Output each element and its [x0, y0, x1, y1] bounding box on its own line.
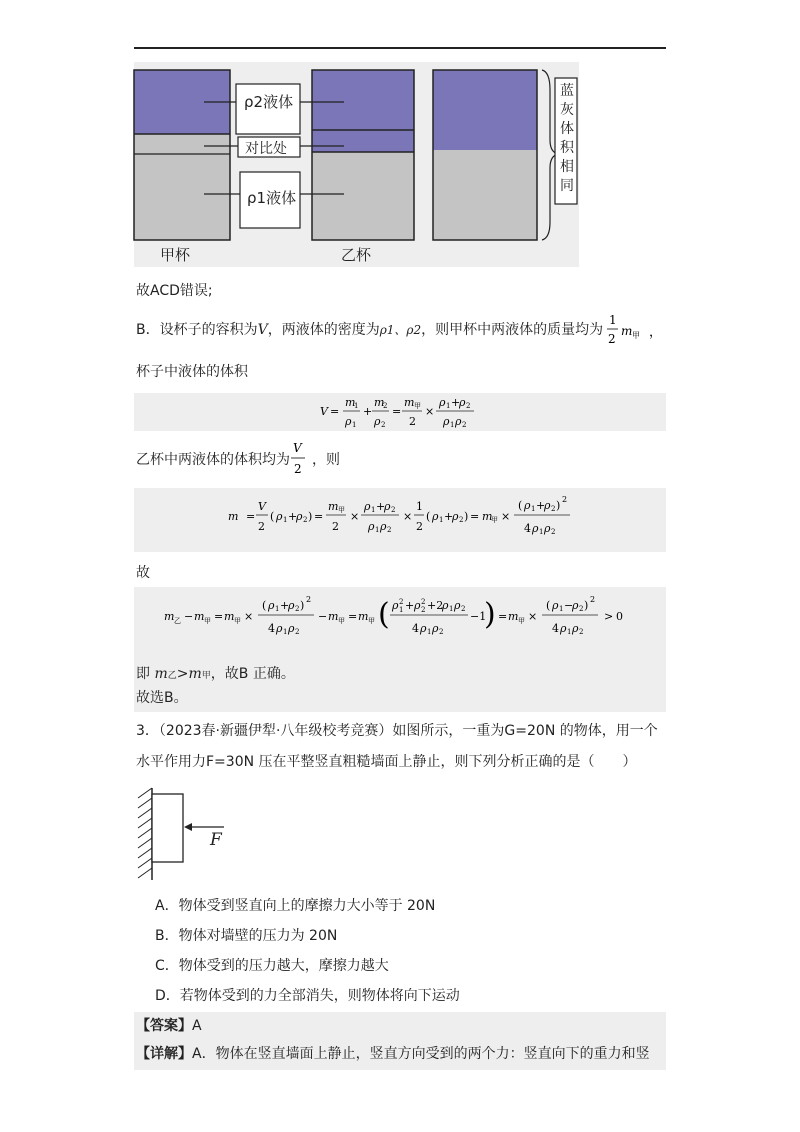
svg-text:0: 0 — [616, 610, 623, 623]
svg-text:ρ: ρ — [455, 415, 462, 428]
formula-v — [318, 392, 488, 432]
svg-text:ρ: ρ — [439, 396, 446, 409]
svg-text:ρ: ρ — [572, 622, 579, 635]
svg-text:m: m — [404, 396, 415, 409]
svg-text:m: m — [374, 396, 385, 409]
svg-text:ρ: ρ — [296, 510, 303, 523]
svg-text:×: × — [501, 510, 511, 523]
cup-jia-gray — [134, 134, 230, 240]
label-rho2-liquid: ρ2液体 — [244, 93, 294, 111]
svg-text:乙: 乙 — [174, 617, 181, 625]
svg-text:×: × — [528, 610, 538, 623]
svg-text:甲: 甲 — [338, 617, 345, 625]
svg-text:ρ: ρ — [452, 510, 459, 523]
svg-text:1: 1 — [371, 506, 376, 514]
svg-text:2: 2 — [579, 628, 584, 636]
cup-third-blue — [433, 70, 537, 150]
svg-text:): ) — [300, 599, 305, 612]
svg-text:1: 1 — [275, 605, 280, 613]
svg-text:ρ: ρ — [459, 396, 466, 409]
svg-text:(: ( — [426, 510, 431, 523]
svg-text:ρ: ρ — [544, 499, 551, 512]
svg-text:2: 2 — [439, 628, 444, 636]
svg-text:2: 2 — [551, 528, 556, 536]
svg-text:+: + — [288, 510, 298, 523]
svg-text:1: 1 — [352, 421, 357, 429]
svg-text:甲: 甲 — [632, 331, 640, 340]
svg-text:2: 2 — [461, 605, 466, 613]
svg-text:1: 1 — [559, 605, 564, 613]
svg-text:2: 2 — [608, 332, 616, 346]
svg-text:ρ: ρ — [380, 520, 387, 533]
choose-b-line: 故选B。 — [136, 690, 188, 706]
svg-text:V: V — [320, 405, 328, 418]
svg-text:2: 2 — [303, 516, 308, 524]
svg-text:×: × — [403, 510, 413, 523]
svg-text:2: 2 — [462, 421, 467, 429]
svg-text:): ) — [584, 599, 589, 612]
svg-text:m: m — [345, 396, 356, 409]
gu-line: 故 — [136, 565, 150, 581]
svg-text:=: = — [392, 405, 402, 418]
svg-text:×: × — [350, 510, 360, 523]
svg-text:V: V — [293, 441, 302, 455]
svg-text:=: = — [498, 610, 508, 623]
svg-text:1: 1 — [399, 606, 404, 614]
svg-text:(: ( — [378, 597, 390, 632]
svg-text:ρ: ρ — [442, 599, 449, 612]
svg-text:ρ: ρ — [345, 415, 352, 428]
q3-stem-line1: 3．（2023春·新疆伊犁·八年级校考竞赛）如图所示，一重为G=20N 的物体，用一个 — [136, 723, 658, 739]
svg-text:甲: 甲 — [414, 402, 421, 410]
svg-text:=: = — [470, 510, 480, 523]
svg-text:甲: 甲 — [491, 516, 498, 524]
svg-text:V: V — [258, 500, 266, 513]
b-setup-line: B．设杯子的容积为V，两液体的密度为ρ1、ρ2，则甲杯中两液体的质量均为 — [136, 322, 604, 338]
cup-yi-blue — [312, 70, 414, 152]
svg-text:m: m — [508, 610, 519, 623]
block — [152, 794, 183, 862]
svg-text:m: m — [194, 610, 205, 623]
svg-text:ρ: ρ — [532, 522, 539, 535]
option-a: A．物体受到竖直向上的摩擦力大小等于 20N — [155, 898, 436, 914]
svg-text:1: 1 — [375, 526, 380, 534]
svg-text:×: × — [244, 610, 254, 623]
label-compare-point: 对比处 — [245, 141, 287, 157]
svg-text:2: 2 — [295, 628, 300, 636]
svg-text:2: 2 — [579, 605, 584, 613]
svg-text:>: > — [604, 610, 614, 623]
svg-text:=: = — [330, 405, 340, 418]
svg-text:1: 1 — [283, 628, 288, 636]
svg-text:1: 1 — [446, 402, 451, 410]
svg-text:ρ: ρ — [560, 622, 567, 635]
svg-text:−1: −1 — [470, 610, 487, 623]
cups-figure — [134, 62, 579, 267]
acd-wrong-line: 故ACD错误; — [136, 283, 213, 299]
svg-text:2: 2 — [421, 598, 426, 606]
svg-text:2: 2 — [421, 606, 426, 614]
svg-text:1: 1 — [531, 505, 536, 513]
svg-text:−: − — [318, 610, 328, 623]
svg-text:2: 2 — [294, 462, 302, 476]
svg-text:+: + — [376, 500, 386, 513]
svg-text:+: + — [451, 396, 461, 409]
svg-text:2: 2 — [381, 421, 386, 429]
force-label-f: F — [210, 830, 222, 850]
svg-text:=: = — [214, 610, 224, 623]
svg-text:2: 2 — [332, 520, 339, 533]
half-m-fraction — [605, 312, 663, 350]
svg-text:m: m — [358, 610, 369, 623]
cup-yi-gray — [312, 152, 414, 240]
svg-text:+: + — [444, 510, 454, 523]
yi-volume-line: 乙杯中两液体的体积均为 ，则 — [136, 452, 340, 468]
svg-text:): ) — [484, 597, 496, 632]
svg-text:2: 2 — [459, 516, 464, 524]
svg-text:1: 1 — [539, 528, 544, 536]
svg-text:2: 2 — [387, 526, 392, 534]
svg-text:1: 1 — [283, 516, 288, 524]
svg-text:+: + — [363, 405, 373, 418]
svg-text:ρ: ρ — [364, 500, 371, 513]
svg-text:=: = — [246, 510, 256, 523]
svg-text:甲: 甲 — [234, 617, 241, 625]
svg-text:m: m — [328, 500, 339, 513]
svg-text:，: ， — [649, 325, 663, 340]
svg-text:4: 4 — [552, 622, 559, 635]
svg-text:2: 2 — [391, 506, 396, 514]
svg-text:ρ: ρ — [443, 415, 450, 428]
svg-text:4: 4 — [524, 522, 531, 535]
svg-text:2: 2 — [562, 495, 568, 504]
svg-text:ρ: ρ — [524, 499, 531, 512]
svg-text:m: m — [621, 324, 633, 338]
svg-text:m: m — [328, 610, 339, 623]
svg-text:1: 1 — [567, 628, 572, 636]
svg-text:=: = — [348, 610, 358, 623]
svg-text:2: 2 — [399, 598, 404, 606]
svg-text:ρ: ρ — [288, 622, 295, 635]
label-cup-jia: 甲杯 — [160, 246, 191, 264]
svg-text:ρ: ρ — [374, 415, 381, 428]
svg-text:ρ: ρ — [420, 622, 427, 635]
header-rule — [134, 47, 666, 49]
svg-text:ρ: ρ — [276, 622, 283, 635]
option-b: B．物体对墙壁的压力为 20N — [155, 928, 338, 944]
cup-third-gray — [433, 150, 537, 240]
svg-text:m: m — [164, 610, 175, 623]
svg-text:甲: 甲 — [368, 617, 375, 625]
svg-text:2: 2 — [416, 520, 423, 533]
svg-text:ρ: ρ — [572, 599, 579, 612]
svg-text:2: 2 — [295, 605, 300, 613]
label-cup-yi: 乙杯 — [341, 246, 372, 264]
svg-text:1: 1 — [449, 605, 454, 613]
svg-text:2: 2 — [466, 402, 471, 410]
svg-text:4: 4 — [268, 622, 275, 635]
svg-text:甲: 甲 — [338, 506, 345, 514]
svg-text:ρ: ρ — [384, 500, 391, 513]
svg-text:): ) — [556, 499, 561, 512]
wall-block-figure — [134, 784, 244, 884]
svg-text:m: m — [482, 510, 493, 523]
svg-text:ρ: ρ — [544, 522, 551, 535]
svg-text:2: 2 — [258, 520, 265, 533]
svg-text:m: m — [228, 510, 239, 523]
svg-text:×: × — [425, 405, 435, 418]
svg-text:=: = — [314, 510, 324, 523]
option-d: D．若物体受到的力全部消失，则物体将向下运动 — [155, 988, 460, 1004]
svg-text:1: 1 — [439, 516, 444, 524]
svg-text:2: 2 — [306, 595, 312, 604]
option-c: C．物体受到的压力越大，摩擦力越大 — [155, 958, 389, 974]
svg-text:ρ: ρ — [268, 599, 275, 612]
svg-text:+: + — [280, 599, 290, 612]
svg-text:(: ( — [546, 599, 551, 612]
svg-text:m: m — [224, 610, 235, 623]
svg-text:4: 4 — [412, 622, 419, 635]
svg-text:甲: 甲 — [518, 617, 525, 625]
svg-text:ρ: ρ — [288, 599, 295, 612]
svg-text:): ) — [308, 510, 313, 523]
svg-text:ρ: ρ — [368, 520, 375, 533]
svg-text:+: + — [405, 599, 415, 612]
svg-text:(: ( — [270, 510, 275, 523]
label-rho1-liquid: ρ1液体 — [247, 189, 297, 207]
svg-text:ρ: ρ — [552, 599, 559, 612]
svg-text:2: 2 — [590, 595, 596, 604]
formula-diff — [162, 590, 642, 650]
svg-text:1: 1 — [354, 402, 359, 410]
svg-text:2: 2 — [409, 415, 416, 428]
svg-text:−: − — [184, 610, 194, 623]
answer-line: 【答案】A — [136, 1018, 202, 1034]
svg-text:1: 1 — [450, 421, 455, 429]
svg-text:1: 1 — [427, 628, 432, 636]
q3-stem-line2: 水平作用力F=30N 压在平整竖直粗糙墙面上静止，则下列分析正确的是（ ） — [136, 754, 637, 770]
svg-text:ρ: ρ — [432, 622, 439, 635]
svg-text:ρ: ρ — [276, 510, 283, 523]
cup-volume-line: 杯子中液体的体积 — [136, 364, 248, 380]
svg-text:1: 1 — [609, 313, 617, 327]
svg-text:(: ( — [262, 599, 267, 612]
formula-m — [226, 490, 586, 548]
svg-text:ρ: ρ — [432, 510, 439, 523]
conclusion-line: 即 m乙>m甲，故B 正确。 — [136, 666, 295, 682]
svg-text:+: + — [536, 499, 546, 512]
detail-line: 【详解】A．物体在竖直墙面上静止，竖直方向受到的两个力：竖直向下的重力和竖 — [136, 1046, 650, 1062]
svg-text:ρ: ρ — [414, 599, 421, 612]
svg-text:2: 2 — [383, 402, 388, 410]
svg-text:(: ( — [518, 499, 523, 512]
svg-text:): ) — [464, 510, 469, 523]
v-half-fraction — [289, 438, 309, 480]
svg-text:+2: +2 — [427, 599, 444, 612]
svg-text:ρ: ρ — [392, 599, 399, 612]
side-note: 蓝 灰 体 积 相 同 — [560, 83, 574, 194]
svg-text:2: 2 — [551, 505, 556, 513]
svg-text:ρ: ρ — [454, 599, 461, 612]
svg-text:−: − — [564, 599, 574, 612]
svg-text:1: 1 — [416, 500, 423, 513]
svg-text:甲: 甲 — [204, 617, 211, 625]
